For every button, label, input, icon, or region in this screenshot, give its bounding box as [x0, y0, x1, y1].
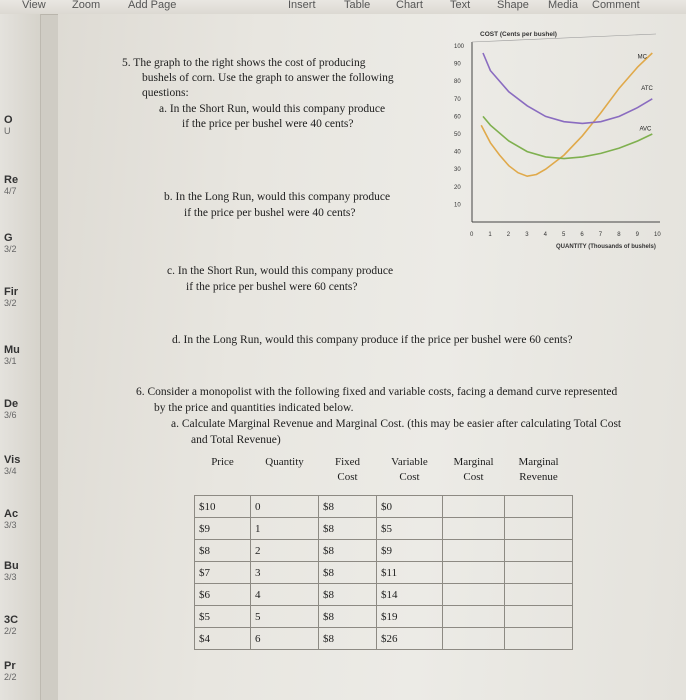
table-header-cell: Marginal Cost — [453, 456, 494, 483]
y-tick-label: 40 — [454, 149, 461, 156]
q5-line2: bushels of corn. Use the graph to answer the following — [142, 72, 394, 84]
y-tick-label: 70 — [454, 96, 461, 103]
q5b-line2: if the price per bushel were 40 cents? — [184, 207, 356, 219]
sidebar-item[interactable] — [4, 174, 18, 196]
series-atc-curve — [483, 53, 652, 123]
table-cell — [443, 606, 505, 628]
cost-table — [194, 455, 573, 650]
sidebar-item-title: Vis — [4, 454, 21, 466]
sidebar-item[interactable] — [4, 560, 19, 582]
y-tick-label: 30 — [454, 167, 461, 174]
table-cell — [505, 628, 573, 650]
q6-line1: 6. Consider a monopolist with the following fixed and variable costs, facing a demand curve represented — [136, 386, 618, 398]
sidebar-item-title: Ac — [4, 508, 19, 520]
sidebar-item-title: 3C — [4, 614, 19, 626]
q5-line3: questions: — [142, 87, 189, 99]
table-cell — [443, 562, 505, 584]
y-tick-label: 60 — [454, 114, 461, 121]
table-cell — [443, 540, 505, 562]
table-cell: $5 — [377, 518, 443, 540]
toolbar-add-page[interactable]: Add Page — [128, 0, 177, 11]
table-cell: $6 — [195, 584, 251, 606]
table-cell: 1 — [251, 518, 319, 540]
sidebar-item-date: 3/3 — [4, 520, 17, 530]
table-cell: $8 — [319, 496, 377, 518]
q5c-line1: c. In the Short Run, would this company produce — [167, 265, 394, 277]
table-cell: $19 — [377, 606, 443, 628]
table-header-cell: Price — [211, 456, 234, 468]
table-spacer — [195, 485, 573, 496]
q6a-line2: and Total Revenue) — [191, 434, 281, 446]
chart-title: COST (Cents per bushel) — [480, 31, 557, 38]
table-cell — [443, 518, 505, 540]
table-cell — [443, 628, 505, 650]
table-cell: 5 — [251, 606, 319, 628]
q5c-line2: if the price per bushel were 60 cents? — [186, 281, 358, 293]
table-cell: $11 — [377, 562, 443, 584]
sidebar-item-date: 3/6 — [4, 410, 17, 420]
sidebar-item[interactable] — [4, 614, 18, 636]
document-sidebar — [0, 14, 41, 700]
table-row — [195, 540, 573, 562]
x-axis-label: QUANTITY (Thousands of bushels) — [556, 244, 656, 250]
table-cell: $8 — [319, 540, 377, 562]
sidebar-item[interactable] — [4, 508, 18, 530]
q5a-line1: a. In the Short Run, would this company produce — [159, 103, 386, 115]
sidebar-item[interactable] — [4, 232, 17, 254]
x-tick-label: 1 — [488, 232, 492, 238]
table-cell: $8 — [319, 518, 377, 540]
table-header-cell: Variable Cost — [391, 456, 428, 483]
x-tick-label: 8 — [617, 232, 621, 238]
table-cell: $8 — [319, 562, 377, 584]
table-cell: 6 — [251, 628, 319, 650]
table-cell: $8 — [319, 584, 377, 606]
series-mc-label: MC — [637, 54, 647, 61]
table-cell — [505, 606, 573, 628]
table-cell — [443, 496, 505, 518]
x-tick-label: 10 — [654, 232, 661, 238]
table-header-cell: Quantity — [265, 456, 304, 468]
sidebar-item-date: U — [4, 126, 11, 136]
sidebar-item-date: 2/2 — [4, 672, 17, 682]
table-cell: $26 — [377, 628, 443, 650]
q5d-line: d. In the Long Run, would this company produce if the price per bushel were 60 cents? — [172, 334, 573, 346]
table-cell: $8 — [319, 628, 377, 650]
sidebar-item-date: 3/2 — [4, 298, 17, 308]
toolbar-insert[interactable]: Insert — [288, 0, 316, 11]
y-tick-label: 50 — [454, 132, 461, 138]
toolbar-text[interactable]: Text — [450, 0, 471, 11]
table-row — [195, 628, 573, 650]
sidebar-item-title: Fir — [4, 286, 19, 298]
table-cell — [505, 518, 573, 540]
table-cell: $9 — [377, 540, 443, 562]
table-cell: 3 — [251, 562, 319, 584]
x-tick-label: 9 — [635, 232, 639, 238]
q5-line1: 5. The graph to the right shows the cost of producing — [122, 57, 366, 69]
sidebar-item[interactable] — [4, 660, 17, 682]
table-row — [195, 584, 573, 606]
sidebar-item-title: Mu — [4, 344, 20, 356]
sidebar-item-date: 3/4 — [4, 466, 17, 476]
sidebar-item-date: 3/1 — [4, 356, 17, 366]
table-cell — [505, 540, 573, 562]
table-cell — [505, 496, 573, 518]
x-tick-label: 2 — [506, 232, 511, 238]
table-cell: $9 — [195, 518, 251, 540]
table-cell: 2 — [251, 540, 319, 562]
table-row — [195, 606, 573, 628]
sidebar-item-title: O — [4, 114, 13, 126]
table-cell: $10 — [195, 496, 251, 518]
series-avc-label: AVC — [639, 126, 652, 133]
q6a-line1: a. Calculate Marginal Revenue and Marginal Cost. (this may be easier after calculating Total Cost — [171, 418, 622, 430]
q5a-line2: if the price per bushel were 40 cents? — [182, 118, 354, 130]
sidebar-item-date: 3/2 — [4, 244, 17, 254]
sidebar-item[interactable] — [4, 398, 18, 420]
toolbar-view[interactable]: View — [22, 0, 46, 11]
sidebar-item[interactable] — [4, 286, 18, 308]
q5b-line1: b. In the Long Run, would this company produce — [164, 191, 391, 203]
series-atc-label: ATC — [641, 86, 653, 92]
toolbar-media[interactable]: Media — [548, 0, 578, 11]
table-cell — [505, 562, 573, 584]
toolbar-table[interactable]: Table — [344, 0, 371, 11]
table-cell: $8 — [319, 606, 377, 628]
toolbar-zoom[interactable]: Zoom — [72, 0, 101, 11]
x-tick-label: 6 — [580, 232, 584, 238]
y-tick-label: 10 — [454, 202, 461, 209]
sidebar-item-title: Pr — [4, 660, 16, 672]
sidebar-item[interactable] — [4, 114, 13, 136]
table-cell: 4 — [251, 584, 319, 606]
sidebar-item-date: 2/2 — [4, 626, 17, 636]
q6-line2: by the price and quantities indicated below. — [154, 402, 354, 414]
table-row — [195, 496, 573, 518]
table-cell: $14 — [377, 584, 443, 606]
sidebar-item-title: Bu — [4, 560, 19, 572]
table-cell — [505, 584, 573, 606]
table-cell: $8 — [195, 540, 251, 562]
cost-curves-chart — [430, 24, 670, 269]
table-cell: $7 — [195, 562, 251, 584]
toolbar-chart[interactable]: Chart — [396, 0, 423, 11]
table-header-row — [195, 455, 573, 485]
sidebar-item-title: Re — [4, 174, 19, 186]
table-cell: $5 — [195, 606, 251, 628]
x-tick-label: 4 — [543, 232, 547, 238]
sidebar-item[interactable] — [4, 344, 20, 366]
x-tick-label: 7 — [598, 232, 603, 238]
y-tick-label: 90 — [454, 61, 461, 68]
table-cell: 0 — [251, 496, 319, 518]
app-toolbar — [0, 0, 686, 15]
table-row — [195, 518, 573, 540]
x-tick-label: 0 — [470, 232, 474, 238]
toolbar-comment[interactable]: Comment — [592, 0, 640, 11]
table-header-cell: Marginal Revenue — [518, 456, 559, 483]
table-cell — [443, 584, 505, 606]
sidebar-item-title: G — [4, 232, 13, 244]
sidebar-item-date: 4/7 — [4, 186, 17, 196]
y-tick-label: 100 — [454, 44, 465, 50]
table-cell: $0 — [377, 496, 443, 518]
y-tick-label: 20 — [454, 184, 461, 191]
table-header-cell: Fixed Cost — [334, 456, 361, 483]
table-cell: $4 — [195, 628, 251, 650]
x-tick-label: 3 — [525, 232, 529, 238]
sidebar-item-title: De — [4, 398, 19, 410]
toolbar-shape[interactable]: Shape — [497, 0, 529, 11]
table-row — [195, 562, 573, 584]
sidebar-item-date: 3/3 — [4, 572, 17, 582]
x-tick-label: 5 — [562, 232, 566, 238]
y-tick-label: 80 — [454, 79, 461, 86]
sidebar-item[interactable] — [4, 454, 20, 476]
